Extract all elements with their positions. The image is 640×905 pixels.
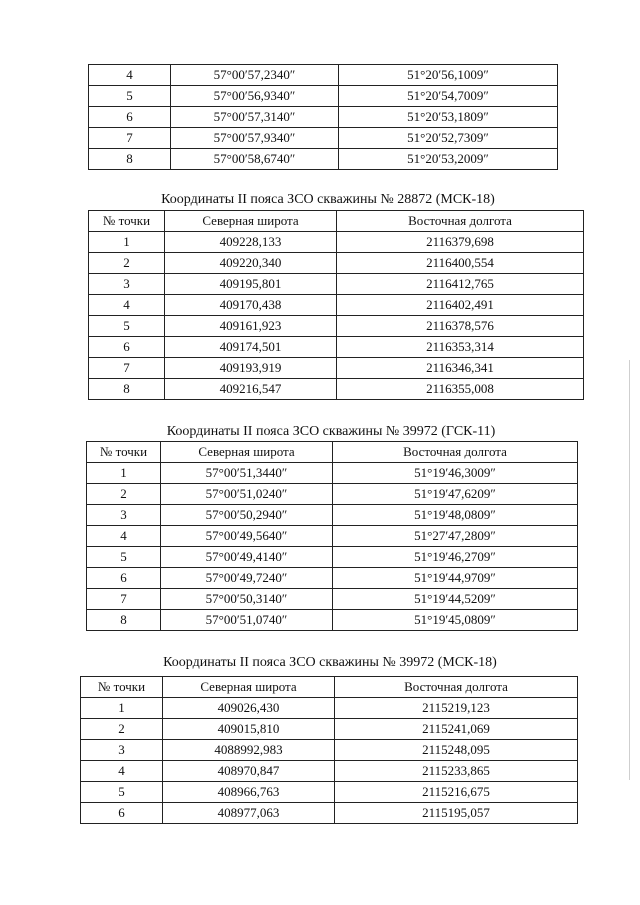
north-latitude-cell: 409228,133: [165, 232, 337, 253]
table-row: [89, 128, 558, 149]
table-3-body: [87, 463, 578, 631]
table-4-body: [81, 698, 578, 824]
point-number-cell: 3: [89, 274, 165, 295]
scan-edge-mark: [629, 360, 630, 780]
north-latitude-cell: 409216,547: [165, 379, 337, 400]
table-4-caption: Координаты II пояса ЗСО скважины № 39972 (МСК-18): [163, 655, 497, 670]
table-row: [87, 505, 578, 526]
column-header-east: Восточная долгота: [337, 211, 584, 232]
table-row: [89, 86, 558, 107]
table-2: [88, 210, 584, 400]
table-row: [87, 589, 578, 610]
north-latitude-cell: 408977,063: [163, 803, 335, 824]
point-number-cell: 3: [81, 740, 163, 761]
east-longitude-cell: 2115233,865: [335, 761, 578, 782]
point-number-cell: 5: [87, 547, 161, 568]
north-latitude-cell: 409220,340: [165, 253, 337, 274]
north-latitude-cell: 57°00′51,0240″: [161, 484, 333, 505]
column-header-north: Северная широта: [165, 211, 337, 232]
north-latitude-cell: 57°00′57,3140″: [171, 107, 339, 128]
north-latitude-cell: 57°00′51,0740″: [161, 610, 333, 631]
north-latitude-cell: 57°00′49,7240″: [161, 568, 333, 589]
table-row: [87, 568, 578, 589]
point-number-cell: 6: [81, 803, 163, 824]
north-latitude-cell: 409161,923: [165, 316, 337, 337]
east-longitude-cell: 2116412,765: [337, 274, 584, 295]
point-number-cell: 1: [87, 463, 161, 484]
point-number-cell: 2: [89, 253, 165, 274]
table-row: [89, 253, 584, 274]
table-row: [81, 698, 578, 719]
east-longitude-cell: 51°19′47,6209″: [333, 484, 578, 505]
point-number-cell: 1: [81, 698, 163, 719]
table-row: [81, 761, 578, 782]
point-number-cell: 2: [81, 719, 163, 740]
table-row: [89, 107, 558, 128]
north-latitude-cell: 409193,919: [165, 358, 337, 379]
north-latitude-cell: 409195,801: [165, 274, 337, 295]
table-1-body: [89, 65, 558, 170]
table-row: [81, 719, 578, 740]
east-longitude-cell: 51°20′56,1009″: [339, 65, 558, 86]
table-row: [89, 358, 584, 379]
north-latitude-cell: 4088992,983: [163, 740, 335, 761]
east-longitude-cell: 2116400,554: [337, 253, 584, 274]
east-longitude-cell: 51°20′53,2009″: [339, 149, 558, 170]
east-longitude-cell: 2115248,095: [335, 740, 578, 761]
table-row: [89, 232, 584, 253]
column-header-point: № точки: [81, 677, 163, 698]
table-row: [87, 484, 578, 505]
north-latitude-cell: 408966,763: [163, 782, 335, 803]
table-row: [87, 547, 578, 568]
point-number-cell: 8: [89, 379, 165, 400]
north-latitude-cell: 57°00′50,3140″: [161, 589, 333, 610]
point-number-cell: 5: [89, 316, 165, 337]
point-number-cell: 6: [89, 337, 165, 358]
point-number-cell: 4: [89, 65, 171, 86]
east-longitude-cell: 2116379,698: [337, 232, 584, 253]
north-latitude-cell: 57°00′57,2340″: [171, 65, 339, 86]
east-longitude-cell: 51°27′47,2809″: [333, 526, 578, 547]
north-latitude-cell: 409174,501: [165, 337, 337, 358]
north-latitude-cell: 409015,810: [163, 719, 335, 740]
east-longitude-cell: 51°20′54,7009″: [339, 86, 558, 107]
point-number-cell: 8: [89, 149, 171, 170]
point-number-cell: 4: [81, 761, 163, 782]
table-2-body: [89, 232, 584, 400]
point-number-cell: 3: [87, 505, 161, 526]
table-row: [89, 295, 584, 316]
table-4: [80, 676, 578, 824]
east-longitude-cell: 2115216,675: [335, 782, 578, 803]
east-longitude-cell: 51°19′48,0809″: [333, 505, 578, 526]
east-longitude-cell: 2116346,341: [337, 358, 584, 379]
table-row: [89, 149, 558, 170]
table-3: [86, 441, 578, 631]
east-longitude-cell: 51°19′46,3009″: [333, 463, 578, 484]
north-latitude-cell: 408970,847: [163, 761, 335, 782]
east-longitude-cell: 2115241,069: [335, 719, 578, 740]
point-number-cell: 2: [87, 484, 161, 505]
east-longitude-cell: 2115195,057: [335, 803, 578, 824]
table-row: [89, 379, 584, 400]
table-row: [81, 803, 578, 824]
north-latitude-cell: 57°00′50,2940″: [161, 505, 333, 526]
east-longitude-cell: 2116402,491: [337, 295, 584, 316]
point-number-cell: 7: [87, 589, 161, 610]
east-longitude-cell: 2116378,576: [337, 316, 584, 337]
column-header-east: Восточная долгота: [333, 442, 578, 463]
east-longitude-cell: 51°19′44,9709″: [333, 568, 578, 589]
column-header-point: № точки: [87, 442, 161, 463]
table-row: [87, 526, 578, 547]
north-latitude-cell: 57°00′49,5640″: [161, 526, 333, 547]
point-number-cell: 4: [87, 526, 161, 547]
column-header-north: Северная широта: [163, 677, 335, 698]
north-latitude-cell: 57°00′51,3440″: [161, 463, 333, 484]
north-latitude-cell: 57°00′49,4140″: [161, 547, 333, 568]
east-longitude-cell: 2115219,123: [335, 698, 578, 719]
east-longitude-cell: 51°19′46,2709″: [333, 547, 578, 568]
table-row: [81, 782, 578, 803]
table-row: [89, 65, 558, 86]
east-longitude-cell: 51°19′45,0809″: [333, 610, 578, 631]
point-number-cell: 5: [81, 782, 163, 803]
east-longitude-cell: 2116353,314: [337, 337, 584, 358]
table-row: [89, 274, 584, 295]
point-number-cell: 6: [87, 568, 161, 589]
table-4-header-row: [81, 677, 578, 698]
east-longitude-cell: 2116355,008: [337, 379, 584, 400]
table-2-header-row: [89, 211, 584, 232]
table-1: [88, 64, 558, 170]
column-header-north: Северная широта: [161, 442, 333, 463]
table-row: [87, 463, 578, 484]
table-row: [89, 337, 584, 358]
table-row: [89, 316, 584, 337]
point-number-cell: 8: [87, 610, 161, 631]
column-header-point: № точки: [89, 211, 165, 232]
north-latitude-cell: 409026,430: [163, 698, 335, 719]
north-latitude-cell: 57°00′58,6740″: [171, 149, 339, 170]
point-number-cell: 6: [89, 107, 171, 128]
point-number-cell: 7: [89, 358, 165, 379]
table-row: [81, 740, 578, 761]
north-latitude-cell: 57°00′56,9340″: [171, 86, 339, 107]
table-3-caption: Координаты II пояса ЗСО скважины № 39972 (ГСК-11): [166, 424, 496, 439]
east-longitude-cell: 51°20′52,7309″: [339, 128, 558, 149]
column-header-east: Восточная долгота: [335, 677, 578, 698]
table-2-caption: Координаты II пояса ЗСО скважины № 28872 (МСК-18): [161, 192, 495, 207]
east-longitude-cell: 51°20′53,1809″: [339, 107, 558, 128]
north-latitude-cell: 57°00′57,9340″: [171, 128, 339, 149]
east-longitude-cell: 51°19′44,5209″: [333, 589, 578, 610]
point-number-cell: 4: [89, 295, 165, 316]
point-number-cell: 7: [89, 128, 171, 149]
table-3-header-row: [87, 442, 578, 463]
table-row: [87, 610, 578, 631]
north-latitude-cell: 409170,438: [165, 295, 337, 316]
point-number-cell: 5: [89, 86, 171, 107]
point-number-cell: 1: [89, 232, 165, 253]
